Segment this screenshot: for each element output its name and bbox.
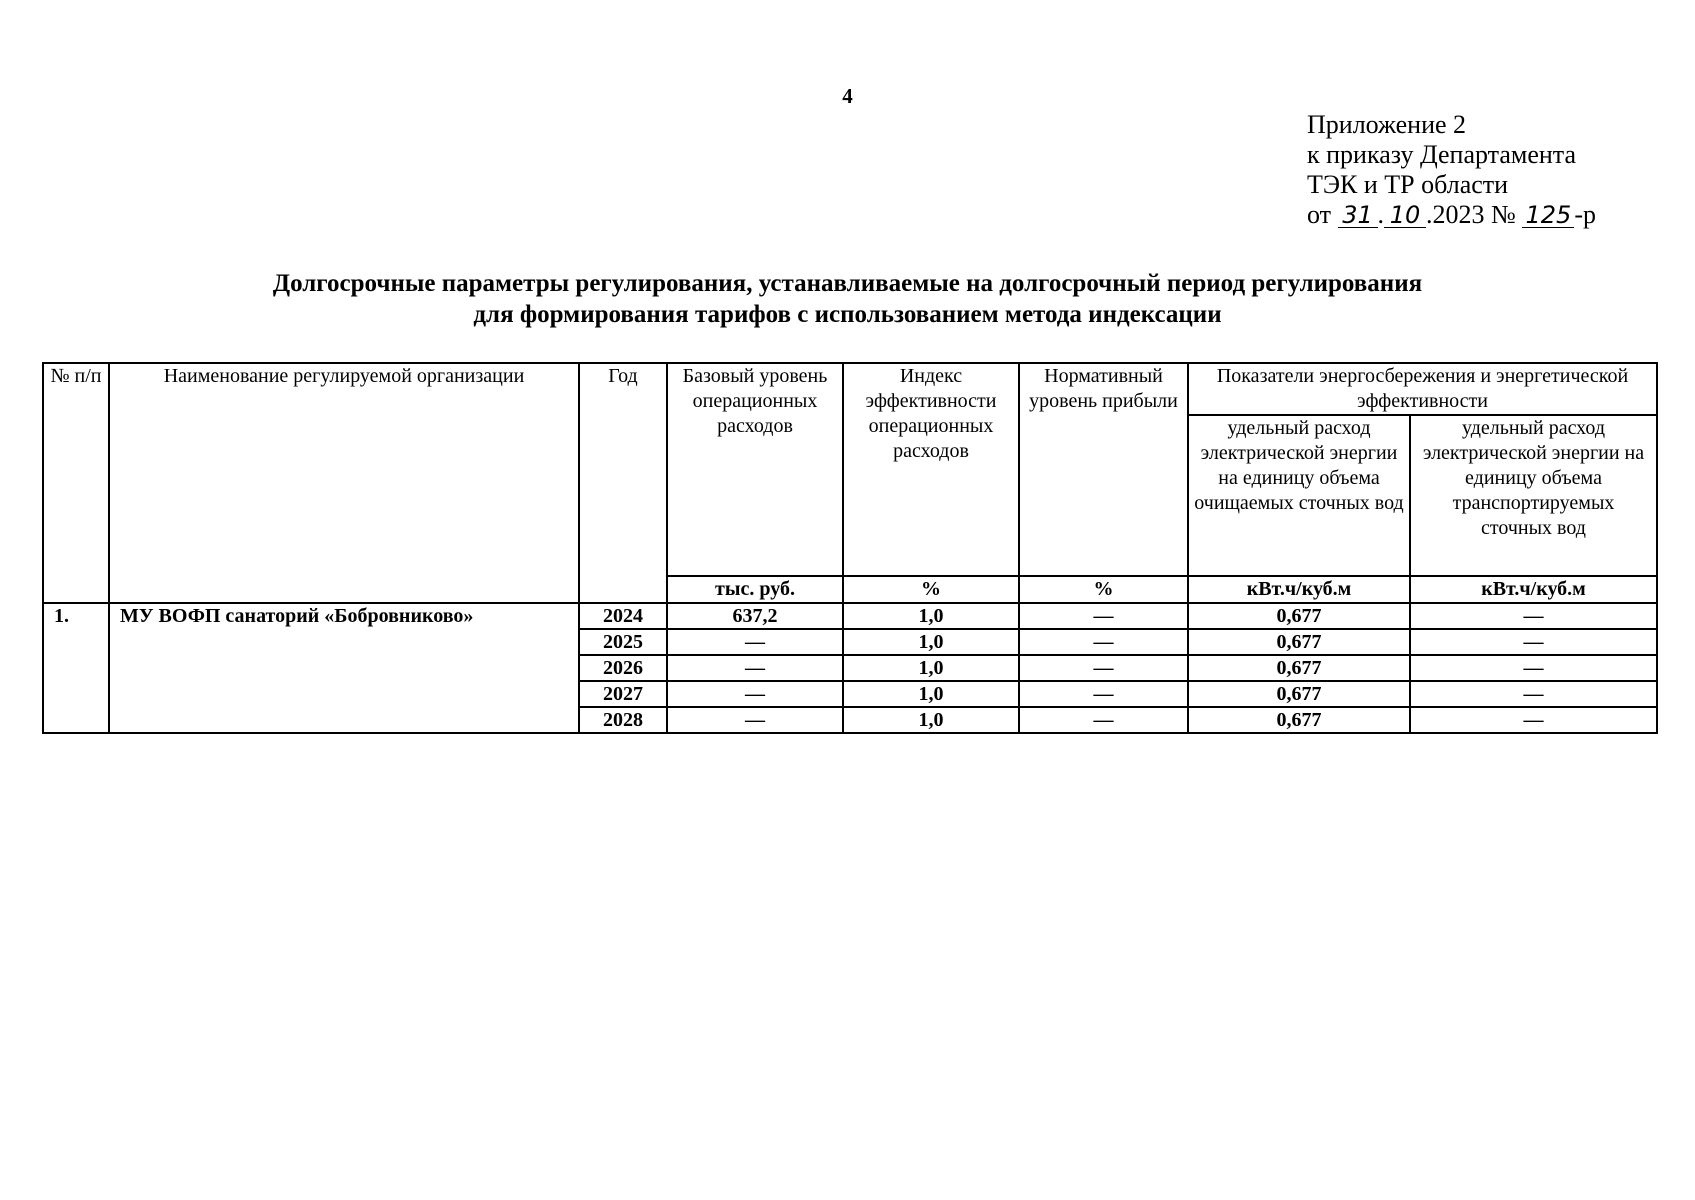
parameters-table [42,362,1658,734]
cell-energy-treated: 0,677 [1188,707,1410,733]
col-header-energy-treated: удельный расход электрической энергии на единицу объема очищаемых сточных вод [1188,415,1410,576]
col-header-num: № п/п [43,363,109,603]
order-day: 31 [1338,203,1378,228]
cell-energy-treated: 0,677 [1188,629,1410,655]
cell-energy-transported: — [1410,603,1657,629]
table-row [43,603,1657,629]
cell-profit: — [1019,655,1188,681]
cell-profit: — [1019,681,1188,707]
org-name: МУ ВОФП санаторий «Бобровниково» [109,603,579,733]
org-number: 1. [43,603,109,733]
order-number: 125 [1522,203,1574,228]
appendix-block [1307,110,1596,230]
order-date-line: от 31 . 10 .2023 № 125 -р [1307,200,1597,229]
document-title [0,268,1695,330]
cell-base: — [667,707,843,733]
cell-year: 2025 [579,629,667,655]
title-line-2: для формирования тарифов с использованием метода индексации [473,301,1222,328]
cell-base: 637,2 [667,603,843,629]
cell-energy-transported: — [1410,681,1657,707]
cell-year: 2028 [579,707,667,733]
col-header-year: Год [579,363,667,603]
cell-base: — [667,629,843,655]
cell-base: — [667,681,843,707]
appendix-line: Приложение 2 [1307,110,1467,139]
page-number: 4 [842,84,853,108]
appendix-line: к приказу Департамента [1307,140,1577,169]
header-row [43,363,1657,415]
unit-base: тыс. руб. [667,576,843,603]
cell-year: 2026 [579,655,667,681]
cell-year: 2027 [579,681,667,707]
col-header-energy-group: Показатели энергосбережения и энергетической эффективности [1188,363,1657,415]
cell-energy-treated: 0,677 [1188,603,1410,629]
unit-energy-treated: кВт.ч/куб.м [1188,576,1410,603]
cell-energy-treated: 0,677 [1188,681,1410,707]
order-suffix: -р [1574,200,1597,229]
unit-index: % [843,576,1019,603]
col-header-org: Наименование регулируемой организации [109,363,579,603]
col-header-base: Базовый уровень операционных расходов [667,363,843,576]
cell-profit: — [1019,629,1188,655]
order-month: 10 [1384,203,1426,228]
col-header-profit: Нормативный уровень прибыли [1019,363,1188,576]
cell-energy-transported: — [1410,707,1657,733]
cell-index: 1,0 [843,707,1019,733]
cell-profit: — [1019,707,1188,733]
col-header-energy-transported: удельный расход электрической энергии на единицу объема транспортируемых сточных вод [1410,415,1657,576]
order-year: .2023 № [1426,200,1516,229]
appendix-line: ТЭК и ТР области [1307,170,1509,199]
title-line-1: Долгосрочные параметры регулирования, устанавливаемые на долгосрочный период регулирования [272,270,1423,297]
order-prefix: от [1307,200,1332,229]
cell-index: 1,0 [843,629,1019,655]
unit-energy-transported: кВт.ч/куб.м [1410,576,1657,603]
cell-index: 1,0 [843,681,1019,707]
cell-base: — [667,655,843,681]
unit-profit: % [1019,576,1188,603]
cell-profit: — [1019,603,1188,629]
cell-energy-treated: 0,677 [1188,655,1410,681]
cell-energy-transported: — [1410,629,1657,655]
cell-index: 1,0 [843,603,1019,629]
col-header-index: Индекс эффективности операционных расходов [843,363,1019,576]
cell-index: 1,0 [843,655,1019,681]
cell-energy-transported: — [1410,655,1657,681]
cell-year: 2024 [579,603,667,629]
